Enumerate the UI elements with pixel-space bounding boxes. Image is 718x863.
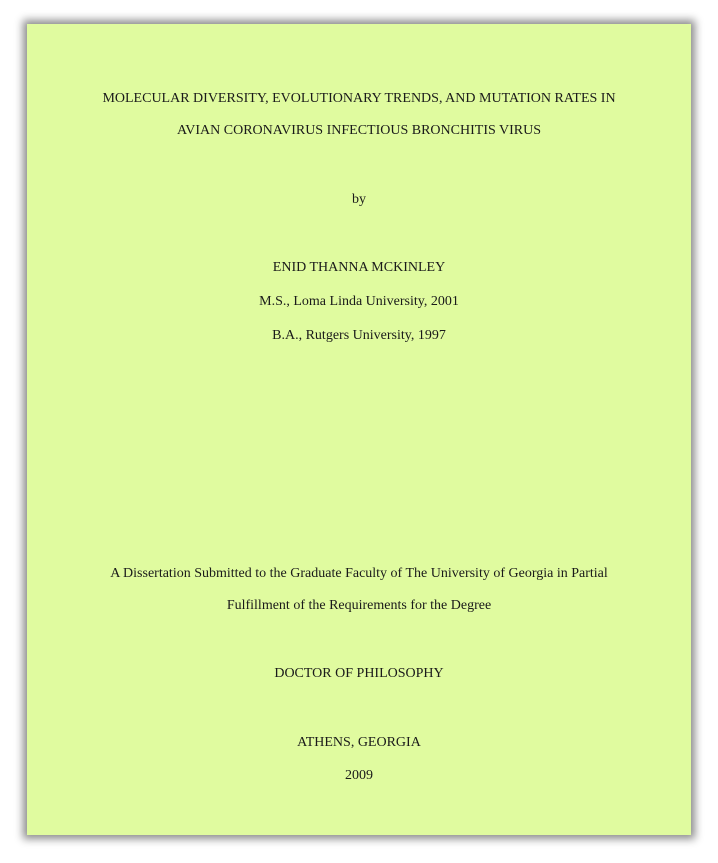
year-of-submission: 2009 [345,768,373,783]
prior-degree-ms: M.S., Loma Linda University, 2001 [259,294,459,309]
author-name: ENID THANNA MCKINLEY [272,260,446,275]
prior-degree-ba: B.A., Rutgers University, 1997 [272,328,446,343]
submission-statement-line-1: A Dissertation Submitted to the Graduate Faculty of The University of Georgia in Partial [110,566,608,581]
submission-statement-line-2: Fulfillment of the Requirements for the Degree [226,598,492,613]
title-line-2: AVIAN CORONAVIRUS INFECTIOUS BRONCHITIS VIRUS [176,123,542,138]
degree-name: DOCTOR OF PHILOSOPHY [274,666,444,681]
title-line-1: MOLECULAR DIVERSITY, EVOLUTIONARY TRENDS, AND MUTATION RATES IN [102,91,616,106]
place-of-submission: ATHENS, GEORGIA [297,735,421,750]
dissertation-title-page [27,24,691,835]
by-label: by [352,192,366,207]
